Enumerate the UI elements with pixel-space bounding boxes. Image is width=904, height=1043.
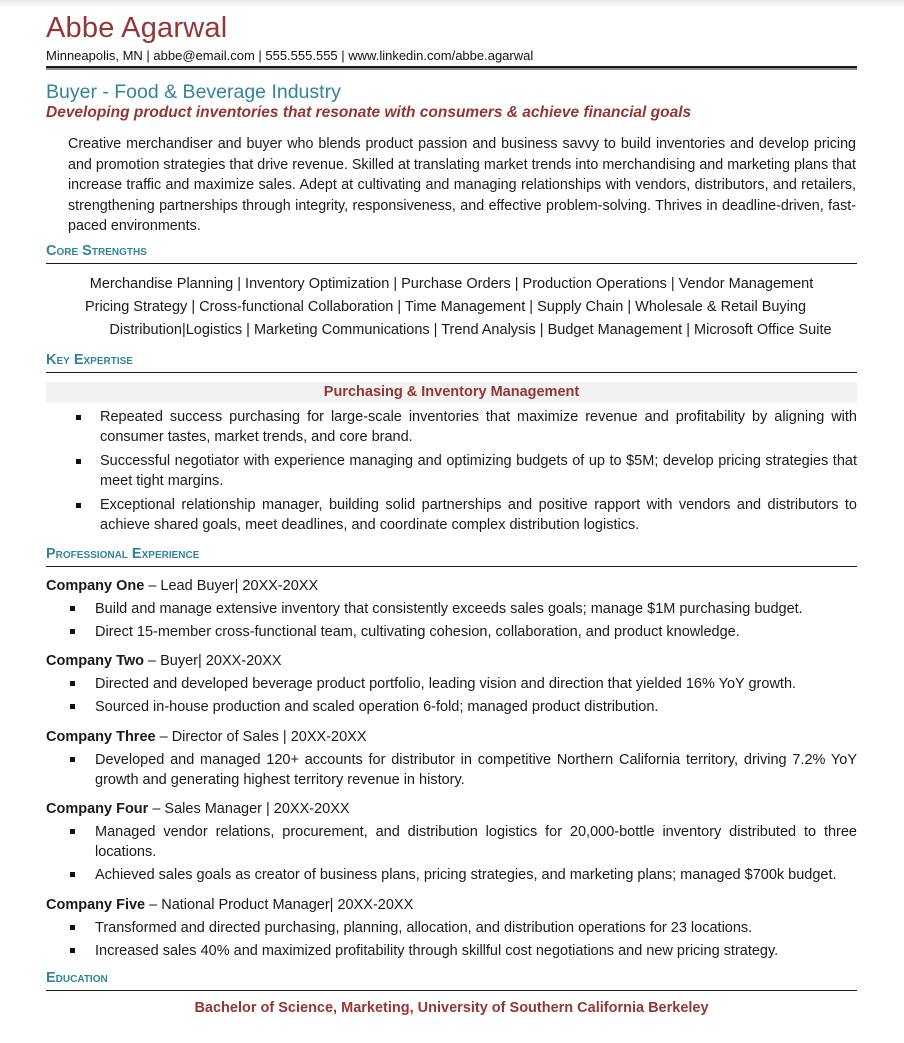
- bullet-square-icon: [70, 757, 75, 762]
- company-name: Company Five: [46, 897, 146, 913]
- job-title-line: [46, 800, 857, 819]
- list-item: Sourced in-house production and scaled operation 6-fold; managed product distribution.: [46, 697, 857, 717]
- list-item: Direct 15-member cross-functional team, cultivating cohesion, collaboration, and product knowledge.: [46, 622, 857, 642]
- company-name: Company Three: [46, 729, 156, 745]
- job-title-line: [46, 728, 857, 747]
- job-role-dates: – Director of Sales | 20XX-20XX: [155, 729, 367, 745]
- job-bullets: [46, 674, 857, 717]
- job-role-dates: – National Product Manager| 20XX-20XX: [145, 897, 414, 913]
- job-bullets: [46, 822, 857, 885]
- job-entry: [46, 728, 857, 793]
- core-strengths-line: Merchandise Planning | Inventory Optimization | Purchase Orders | Production Operations | Vendor Management: [89, 276, 814, 292]
- section-heading-core-strengths: Core Strengths: [46, 243, 857, 264]
- bullet-square-icon: [70, 681, 75, 686]
- list-item: Transformed and directed purchasing, planning, allocation, and distribution operations for 23 locations.: [46, 918, 857, 938]
- contact-info: Minneapolis, MN | abbe@email.com | 555.555.555 | www.linkedin.com/abbe.agarwal: [46, 48, 534, 63]
- list-item: Managed vendor relations, procurement, and distribution logistics for 20,000-bottle inventory distributed to three locations.: [46, 822, 857, 862]
- job-bullets: [46, 918, 857, 961]
- job-role-dates: – Buyer| 20XX-20XX: [144, 653, 282, 669]
- section-heading-key-expertise: Key Expertise: [46, 352, 857, 373]
- job-title-line: [46, 896, 857, 915]
- header-divider: [46, 66, 857, 70]
- list-item: Developed and managed 120+ accounts for distributor in competitive Northern California territory, driving 7.2% YoY growth and generating highest territory revenue in history.: [46, 750, 857, 790]
- core-strengths-line: Distribution|Logistics | Marketing Communications | Trend Analysis | Budget Management | Microsoft Office Suite: [109, 322, 832, 338]
- headline: Buyer - Food & Beverage Industry: [46, 81, 341, 103]
- core-strengths-list: [46, 273, 857, 342]
- bullet-square-icon: [70, 704, 75, 709]
- bullet-square-icon: [70, 606, 75, 611]
- company-name: Company Two: [46, 653, 145, 669]
- job-role-dates: – Sales Manager | 20XX-20XX: [148, 801, 350, 817]
- job-entry: [46, 577, 857, 645]
- list-item: Increased sales 40% and maximized profitability through skillful cost negotiations and new pricing strategy.: [46, 941, 857, 961]
- job-title-line: [46, 577, 857, 596]
- job-title-line: [46, 652, 857, 671]
- bullet-square-icon: [70, 829, 75, 834]
- company-name: Company One: [46, 578, 145, 594]
- bullet-square-icon: [76, 503, 81, 508]
- list-item: Exceptional relationship manager, building solid partnerships and positive rapport with vendors and distributors to achieve shared goals, meet deadlines, and coordinate complex distribution logistics.: [46, 496, 857, 535]
- list-item: Successful negotiator with experience managing and optimizing budgets of up to $5M; develop pricing strategies that meet tight margins.: [46, 452, 857, 491]
- candidate-name: Abbe Agarwal: [46, 12, 228, 44]
- expertise-subheading: Purchasing & Inventory Management: [46, 382, 857, 403]
- page-top-shadow: [0, 0, 904, 8]
- bullet-square-icon: [70, 872, 75, 877]
- section-heading-experience: Professional Experience: [46, 546, 857, 567]
- core-strengths-line: Pricing Strategy | Cross-functional Collaboration | Time Management | Supply Chain | Wholesale & Retail Buying: [84, 299, 807, 315]
- job-role-dates: – Lead Buyer| 20XX-20XX: [144, 578, 319, 594]
- bullet-square-icon: [70, 629, 75, 634]
- job-bullets: [46, 599, 857, 642]
- professional-summary: Creative merchandiser and buyer who blends product passion and business savvy to build inventories and develop pricing and promotion strategies that drive revenue. Skilled at translating market trends into merchandising and marketing plans that increase traffic and maximize sales. Adept at cultivating and managing relationships with vendors, distributors, and retailers, strengthening partnerships through integrity, responsiveness, and effective problem-solving. Thrives in deadline-driven, fast-paced environments.: [68, 136, 856, 234]
- section-heading-education: Education: [46, 970, 857, 991]
- subheadline: Developing product inventories that resonate with consumers & achieve financial goals: [46, 104, 692, 121]
- key-expertise-list: [46, 408, 857, 540]
- job-entry: [46, 652, 857, 720]
- bullet-square-icon: [76, 415, 81, 420]
- list-item: Build and manage extensive inventory that consistently exceeds sales goals; manage $1M purchasing budget.: [46, 599, 857, 619]
- bullet-square-icon: [76, 459, 81, 464]
- job-entry: [46, 896, 857, 964]
- list-item: Repeated success purchasing for large-scale inventories that maximize revenue and profitability by aligning with consumer tastes, market trends, and core brand.: [46, 408, 857, 447]
- list-item: Achieved sales goals as creator of business plans, pricing strategies, and marketing plans; managed $700k budget.: [46, 865, 857, 885]
- list-item: Directed and developed beverage product portfolio, leading vision and direction that yielded 16% YoY growth.: [46, 674, 857, 694]
- job-entry: [46, 800, 857, 888]
- education-degree: Bachelor of Science, Marketing, University of Southern California Berkeley: [194, 1000, 709, 1016]
- bullet-square-icon: [70, 925, 75, 930]
- bullet-square-icon: [70, 948, 75, 953]
- job-bullets: [46, 750, 857, 790]
- company-name: Company Four: [46, 801, 149, 817]
